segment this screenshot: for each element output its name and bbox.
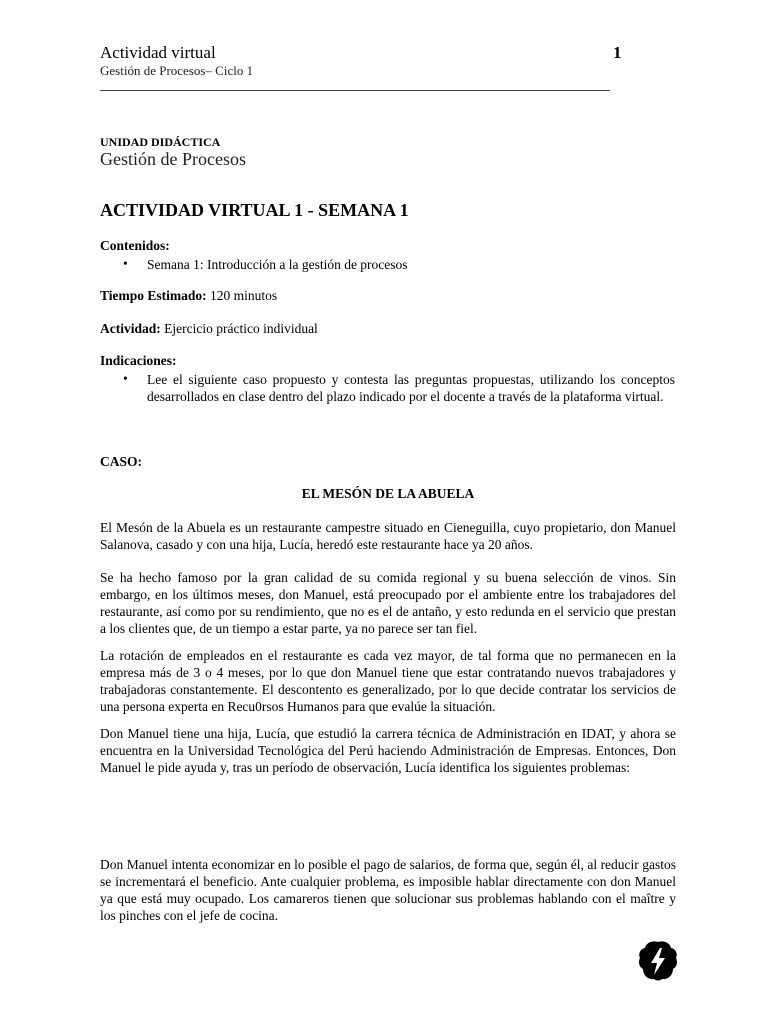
time-value: 120 minutos — [206, 288, 278, 303]
activity-value: Ejercicio práctico individual — [160, 321, 318, 336]
activity-label: Actividad: — [100, 321, 161, 336]
page-number: 1 — [613, 43, 622, 62]
unit-name: Gestión de Procesos — [100, 149, 246, 169]
instructions-item: Lee el siguiente caso propuesto y contesta las preguntas propuestas, utilizando los conceptos desarrollados en clase dentro del plazo indicado por el docente a través de la plataforma virtual. — [147, 372, 675, 404]
case-label: CASO: — [100, 454, 143, 469]
time-label: Tiempo Estimado: — [100, 288, 207, 303]
time-row — [100, 288, 277, 304]
activity-title: ACTIVIDAD VIRTUAL 1 - SEMANA 1 — [100, 200, 409, 220]
instructions-label: Indicaciones: — [100, 353, 177, 368]
case-paragraph: La rotación de empleados en el restaurante es cada vez mayor, de tal forma que no permanecen en la empresa más de 3 o 4 meses, por lo que don Manuel tiene que estar contratando nuevos trabajadores y trabajadoras constantemente. El descontento es generalizado, por lo que decide contratar los servicios de una persona experta en Recu0rsos Humanos para que evalúe la situación. — [100, 648, 676, 714]
contents-item: Semana 1: Introducción a la gestión de procesos — [147, 257, 408, 272]
brain-bolt-icon — [638, 940, 678, 982]
header-subtitle: Gestión de Procesos– Ciclo 1 — [100, 63, 254, 78]
activity-row — [100, 321, 318, 337]
contents-label: Contenidos: — [100, 238, 170, 253]
case-paragraph: El Mesón de la Abuela es un restaurante campestre situado en Cieneguilla, cuyo propietario, don Manuel Salanova, casado y con una hija, Lucía, heredó este restaurante hace ya 20 años. — [100, 520, 676, 552]
bullet-glyph: • — [123, 256, 128, 271]
case-title: EL MESÓN DE LA ABUELA — [301, 486, 475, 501]
header-title: Actividad virtual — [100, 43, 216, 62]
case-paragraph: Se ha hecho famoso por la gran calidad de su comida regional y su buena selección de vinos. Sin embargo, en los últimos meses, don Manuel, está preocupado por el ambiente entre los trabajadores del restaurante, así como por su rendimiento, que no es el de antaño, y esto redunda en el servicio que prestan a los clientes que, de un tiempo a estar parte, ya no parece ser tan fiel. — [100, 570, 676, 636]
case-paragraph: Don Manuel tiene una hija, Lucía, que estudió la carrera técnica de Administración en IDAT, y ahora se encuentra en la Universidad Tecnológica del Perú haciendo Administración de Empresas. Entonces, Don Manuel le pide ayuda y, tras un período de observación, Lucía identifica los siguientes problemas: — [100, 726, 676, 775]
bullet-glyph: • — [123, 371, 128, 386]
case-paragraph: Don Manuel intenta economizar en lo posible el pago de salarios, de forma que, según él, al reducir gastos se incrementará el beneficio. Ante cualquier problema, es imposible hablar directamente con don Manuel ya que está muy ocupado. Los camareros tienen que solucionar sus problemas hablando con el maître y los pinches con el jefe de cocina. — [100, 857, 676, 923]
header-divider — [100, 90, 610, 91]
unit-label: UNIDAD DIDÁCTICA — [100, 135, 221, 149]
